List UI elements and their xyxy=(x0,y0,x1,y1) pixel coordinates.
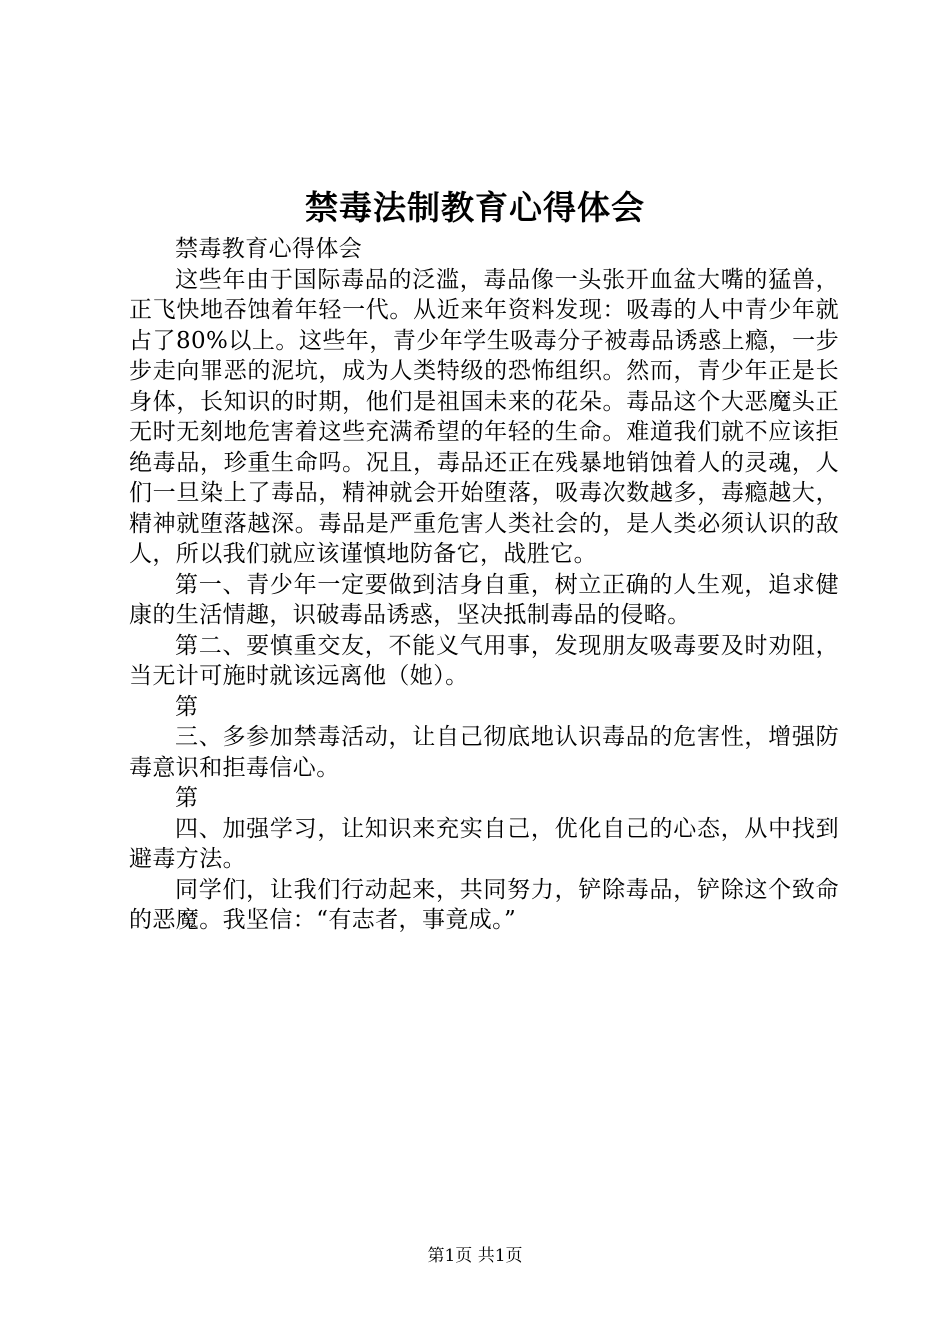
paragraph-point-3-prefix: 第 xyxy=(175,693,199,720)
document-title: 禁毒法制教育心得体会 xyxy=(305,188,645,227)
paragraph-conclusion: 同学们，让我们行动起来，共同努力，铲除毒品，铲除这个致命的恶魔。我坚信：“有志者，事竟成。” xyxy=(129,876,839,933)
paragraph-point-4-prefix: 第 xyxy=(175,785,199,811)
paragraph-point-2: 第二、要慎重交友，不能义气用事，发现朋友吸毒要及时劝阻，当无计可施时就该远离他（她）。 xyxy=(129,632,839,689)
document-body xyxy=(129,234,839,936)
page-number-footer: 第1页 共1页 xyxy=(427,1246,523,1266)
paragraph-subtitle: 禁毒教育心得体会 xyxy=(175,236,363,262)
paragraph-intro: 这些年由于国际毒品的泛滥，毒品像一头张开血盆大嘴的猛兽，正飞快地吞蚀着年轻一代。从近来年资料发现：吸毒的人中青少年就占了80%以上。这些年，青少年学生吸毒分子被毒品诱惑上瘾，一步步走向罪恶的泥坑，成为人类特级的恐怖组织。然而，青少年正是长身体，长知识的时期，他们是祖国未来的花朵。毒品这个大恶魔头正无时无刻地危害着这些充满希望的年轻的生命。难道我们就不应该拒绝毒品，珍重生命吗。况且，毒品还正在残暴地销蚀着人的灵魂，人们一旦染上了毒品，精神就会开始堕落，吸毒次数越多，毒瘾越大，精神就堕落越深。毒品是严重危害人类社会的，是人类必须认识的敌人，所以我们就应该谨慎地防备它，战胜它。 xyxy=(129,266,839,567)
paragraph-point-4: 四、加强学习，让知识来充实自己，优化自己的心态，从中找到避毒方法。 xyxy=(129,815,839,872)
paragraph-point-3: 三、多参加禁毒活动，让自己彻底地认识毒品的危害性，增强防毒意识和拒毒信心。 xyxy=(129,724,839,781)
paragraph-point-1: 第一、青少年一定要做到洁身自重，树立正确的人生观，追求健康的生活情趣，识破毒品诱惑，坚决抵制毒品的侵略。 xyxy=(129,571,839,628)
